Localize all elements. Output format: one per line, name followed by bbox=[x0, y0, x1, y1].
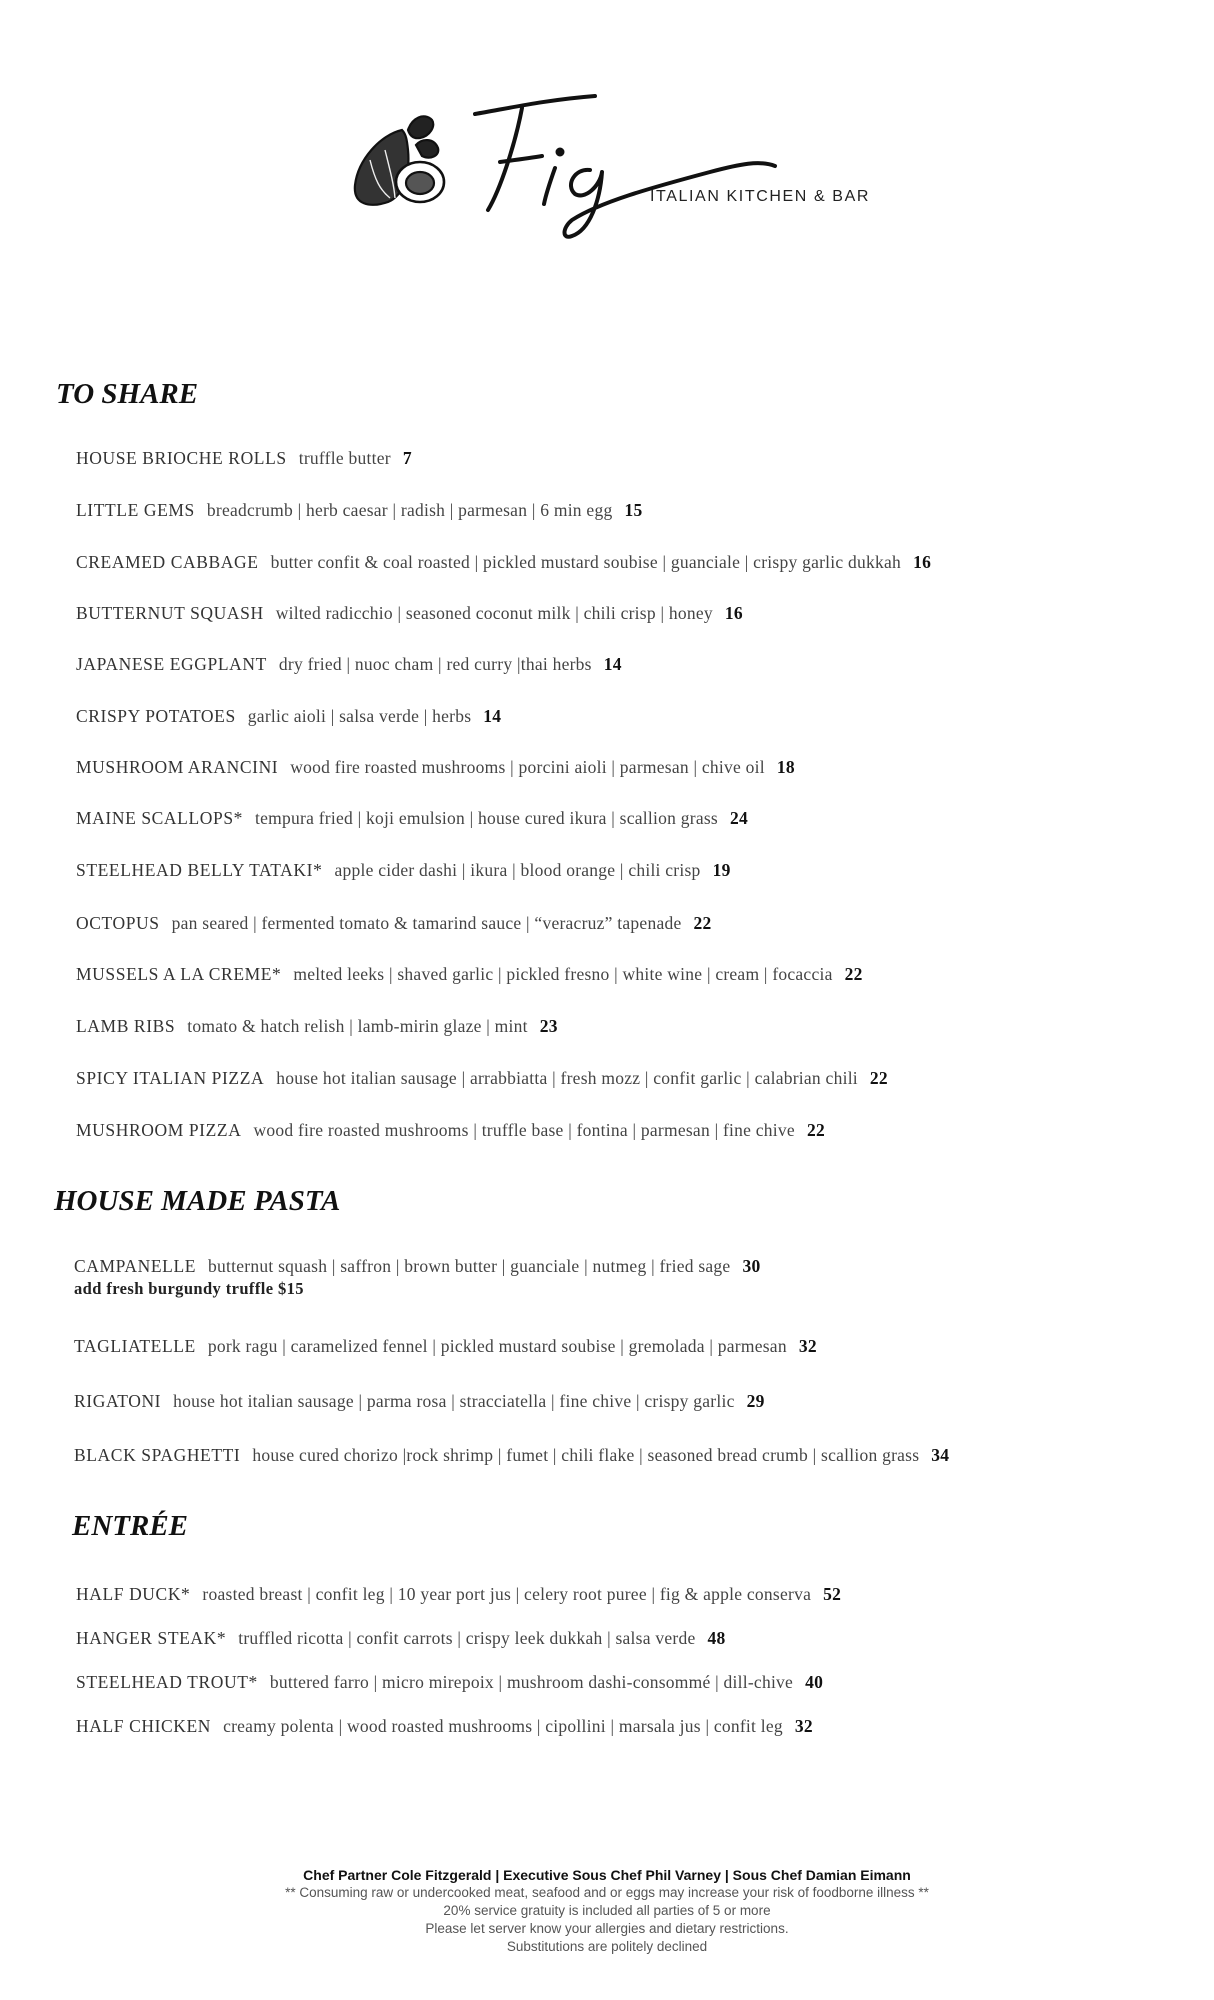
item-name: HOUSE BRIOCHE ROLLS bbox=[76, 448, 287, 468]
item-price: 19 bbox=[712, 860, 731, 880]
item-description: butter confit & coal roasted | pickled mustard soubise | guanciale | crispy garlic dukkah bbox=[270, 552, 902, 572]
item-name: CRISPY POTATOES bbox=[76, 706, 236, 726]
item-name: CREAMED CABBAGE bbox=[76, 552, 259, 572]
menu-item bbox=[76, 964, 863, 985]
item-description: roasted breast | confit leg | 10 year port jus | celery root puree | fig & apple conserva bbox=[202, 1584, 812, 1604]
menu-item bbox=[76, 1016, 558, 1037]
menu-item bbox=[74, 1391, 765, 1412]
item-description: apple cider dashi | ikura | blood orange | chili crisp bbox=[334, 860, 701, 880]
logo-tagline: ITALIAN KITCHEN & BAR bbox=[650, 188, 871, 205]
menu-footer bbox=[0, 1866, 1214, 1956]
menu-item bbox=[76, 500, 642, 521]
item-price: 34 bbox=[931, 1445, 950, 1465]
item-description: house cured chorizo |rock shrimp | fumet | chili flake | seasoned bread crumb | scallion grass bbox=[252, 1445, 920, 1465]
menu-item bbox=[76, 654, 622, 675]
item-name: TAGLIATELLE bbox=[74, 1336, 196, 1356]
item-price: 29 bbox=[746, 1391, 765, 1411]
item-price: 15 bbox=[624, 500, 643, 520]
item-price: 48 bbox=[707, 1628, 726, 1648]
item-description: house hot italian sausage | arrabbiatta | fresh mozz | confit garlic | calabrian chili bbox=[276, 1068, 858, 1088]
item-price: 18 bbox=[776, 757, 795, 777]
section-title-pasta: HOUSE MADE PASTA bbox=[54, 1185, 341, 1217]
menu-item bbox=[76, 860, 731, 881]
item-price: 40 bbox=[805, 1672, 824, 1692]
item-name: CAMPANELLE bbox=[74, 1256, 197, 1276]
item-description: wood fire roasted mushrooms | porcini aioli | parmesan | chive oil bbox=[290, 757, 765, 777]
item-name: MUSHROOM PIZZA bbox=[76, 1120, 242, 1140]
menu-item bbox=[76, 706, 501, 727]
item-name: MUSSELS A LA CREME* bbox=[76, 964, 282, 984]
menu-item bbox=[76, 757, 795, 778]
section-title-to-share: TO SHARE bbox=[56, 378, 199, 410]
item-price: 52 bbox=[823, 1584, 842, 1604]
item-price: 22 bbox=[693, 913, 712, 933]
menu-item bbox=[76, 1120, 825, 1141]
item-description: garlic aioli | salsa verde | herbs bbox=[247, 706, 472, 726]
item-price: 22 bbox=[869, 1068, 888, 1088]
menu-item bbox=[76, 552, 931, 573]
item-price: 14 bbox=[483, 706, 502, 726]
menu-item bbox=[74, 1256, 760, 1299]
chef-credits: Chef Partner Cole Fitzgerald | Executive Sous Chef Phil Varney | Sous Chef Damian Eimann bbox=[303, 1867, 911, 1883]
item-description: pan seared | fermented tomato & tamarind sauce | “veracruz” tapenade bbox=[171, 913, 682, 933]
item-name: HANGER STEAK* bbox=[76, 1628, 227, 1648]
item-description: house hot italian sausage | parma rosa | stracciatella | fine chive | crispy garlic bbox=[173, 1391, 735, 1411]
item-price: 24 bbox=[729, 808, 748, 828]
item-name: HALF CHICKEN bbox=[76, 1716, 212, 1736]
foodborne-warning: ** Consuming raw or undercooked meat, seafood and or eggs may increase your risk of foodborne illness ** bbox=[285, 1885, 929, 1900]
item-description: melted leeks | shaved garlic | pickled fresno | white wine | cream | focaccia bbox=[293, 964, 833, 984]
item-name: BUTTERNUT SQUASH bbox=[76, 603, 264, 623]
gratuity-note: 20% service gratuity is included all parties of 5 or more bbox=[443, 1903, 771, 1918]
menu-item bbox=[76, 1068, 888, 1089]
menu-item bbox=[74, 1445, 949, 1466]
section-title-entree: ENTRÉE bbox=[72, 1510, 189, 1542]
menu-item bbox=[76, 1584, 841, 1605]
item-name: SPICY ITALIAN PIZZA bbox=[76, 1068, 265, 1088]
item-name: RIGATONI bbox=[74, 1391, 162, 1411]
menu-item bbox=[76, 603, 743, 624]
allergy-note: Please let server know your allergies and dietary restrictions. bbox=[425, 1921, 789, 1936]
item-name: LAMB RIBS bbox=[76, 1016, 176, 1036]
item-name: OCTOPUS bbox=[76, 913, 160, 933]
menu-item bbox=[76, 1716, 813, 1737]
item-price: 32 bbox=[798, 1336, 817, 1356]
item-description: pork ragu | caramelized fennel | pickled mustard soubise | gremolada | parmesan bbox=[207, 1336, 787, 1356]
item-price: 22 bbox=[806, 1120, 825, 1140]
item-price: 32 bbox=[794, 1716, 813, 1736]
item-description: dry fried | nuoc cham | red curry |thai herbs bbox=[278, 654, 592, 674]
item-name: STEELHEAD TROUT* bbox=[76, 1672, 258, 1692]
item-description: wilted radicchio | seasoned coconut milk | chili crisp | honey bbox=[275, 603, 713, 623]
item-description: buttered farro | micro mirepoix | mushroom dashi-consommé | dill-chive bbox=[269, 1672, 794, 1692]
item-price: 16 bbox=[724, 603, 743, 623]
menu-item bbox=[76, 1672, 823, 1693]
menu-item bbox=[76, 1628, 725, 1649]
menu-item bbox=[76, 913, 712, 934]
item-description: tempura fried | koji emulsion | house cured ikura | scallion grass bbox=[255, 808, 718, 828]
menu-item bbox=[76, 448, 412, 469]
item-name: MAINE SCALLOPS* bbox=[76, 808, 244, 828]
item-price: 22 bbox=[844, 964, 863, 984]
item-name: HALF DUCK* bbox=[76, 1584, 191, 1604]
item-price: 30 bbox=[742, 1256, 761, 1276]
item-price: 23 bbox=[539, 1016, 558, 1036]
item-name: BLACK SPAGHETTI bbox=[74, 1445, 241, 1465]
item-price: 16 bbox=[913, 552, 932, 572]
item-description: breadcrumb | herb caesar | radish | parmesan | 6 min egg bbox=[206, 500, 613, 520]
item-name: JAPANESE EGGPLANT bbox=[76, 654, 267, 674]
item-description: butternut squash | saffron | brown butter | guanciale | nutmeg | fried sage bbox=[208, 1256, 731, 1276]
item-name: LITTLE GEMS bbox=[76, 500, 195, 520]
item-price: 14 bbox=[603, 654, 622, 674]
item-description: creamy polenta | wood roasted mushrooms | cipollini | marsala jus | confit leg bbox=[223, 1716, 783, 1736]
item-description: truffled ricotta | confit carrots | crispy leek dukkah | salsa verde bbox=[238, 1628, 696, 1648]
restaurant-logo bbox=[350, 90, 870, 250]
fig-wordmark-icon bbox=[350, 90, 870, 250]
item-name: STEELHEAD BELLY TATAKI* bbox=[76, 860, 323, 880]
item-price: 7 bbox=[402, 448, 412, 468]
item-addon-note: add fresh burgundy truffle $15 bbox=[74, 1279, 304, 1298]
item-description: tomato & hatch relish | lamb-mirin glaze | mint bbox=[187, 1016, 528, 1036]
item-description: truffle butter bbox=[298, 448, 391, 468]
item-description: wood fire roasted mushrooms | truffle base | fontina | parmesan | fine chive bbox=[253, 1120, 795, 1140]
item-name: MUSHROOM ARANCINI bbox=[76, 757, 279, 777]
menu-item bbox=[76, 808, 748, 829]
menu-item bbox=[74, 1336, 817, 1357]
substitution-note: Substitutions are politely declined bbox=[506, 1939, 708, 1954]
